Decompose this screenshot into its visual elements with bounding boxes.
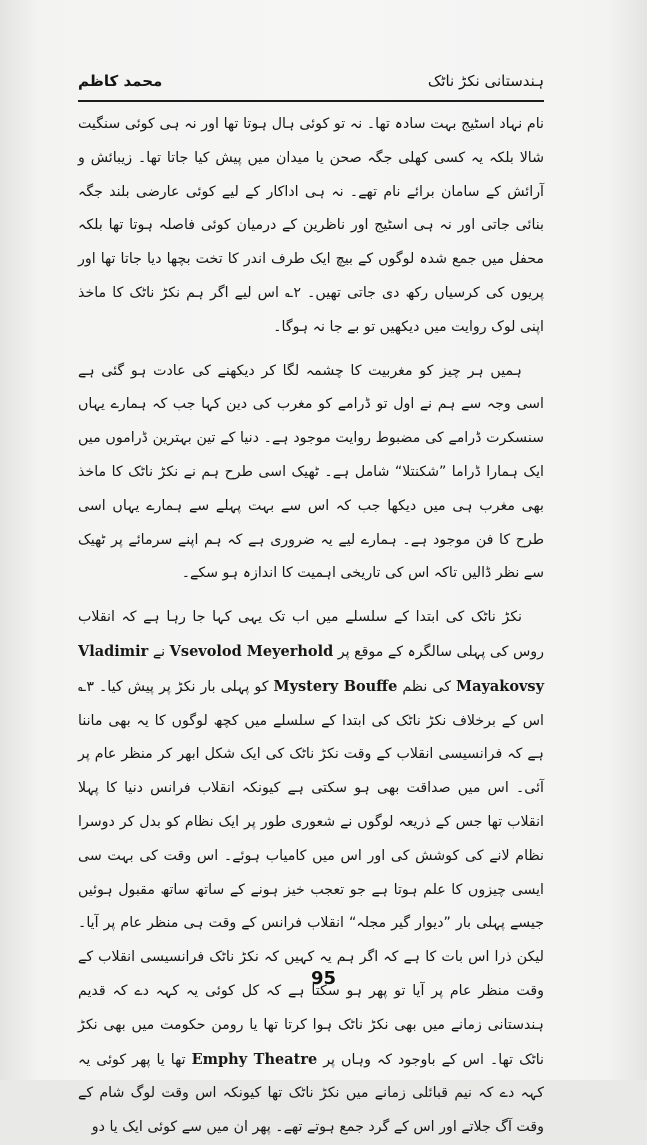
paragraph-3-body: کو پہلی بار نکڑ پر پیش کیا۔ ۳؎ اس کے برخلاف نکڑ ناٹک کی ابتدا کے سلسلے میں کچھ لوگوں کا یہ بھی ماننا ہے کہ فرانسیسی انقلاب کے وقت نکڑ ناٹک کی ایک شکل ابھر کر منظر عام پر آئی۔ اس میں صداقت بھی ہو سکتی ہے کیونکہ انقلاب فرانس دنیا کا پہلا انقلاب تھا جس کے ذریعہ لوگوں نے شعوری طور پر ایک نظام کو بدل کر دوسرا نظام لانے کی کوشش کی اور اس میں کامیاب ہوئے۔ اس وقت کی بہت سی ایسی چیزوں کا علم ہوتا ہے جو تعجب خیز ہونے کے ساتھ ساتھ مقبول ہوئیں جیسے پہلی بار ”دیوار گیر مجلہ“ انقلاب فرانس کے وقت ہی منظر عام پر آیا۔ لیکن ذرا اس بات کا ہے کہ اگر ہم یہ کہیں کہ نکڑ ناٹک فرانسیسی انقلاب کے وقت منظر عام پر آیا تو پھر ہو سکتا ہے کہ کل کوئی یہ کہہ دے کہ قدیم ہندستانی زمانے میں بھی نکڑ ناٹک ہوا کرتا تھا یا رومن حکومت میں بھی نکڑ ناٹک تھا۔ اس کے باوجود کہ وہاں پر <box>78 678 545 1068</box>
header-book-title: ہندستانی نکڑ ناٹک <box>427 72 544 90</box>
paragraph-2: ہمیں ہر چیز کو مغربیت کا چشمہ لگا کر دیکھنے کی عادت ہو گئی ہے اسی وجہ سے ہم نے اول تو ڈرامے کو مغرب کی دین کہا جب کہ ہمارے یہاں سنسکرت ڈرامے کی مضبوط روایت موجود ہے۔ دنیا کے تین بہترین ڈراموں میں ایک ہمارا ڈراما ”شکنتلا“ شامل ہے۔ ٹھیک اسی طرح ہم نے نکڑ ناٹک کا ماخذ بھی مغرب ہی میں دیکھا جب کہ اس سے بہت پہلے سے ہمارے یہاں اسی طرح کا فن موجود ہے۔ ہمارے لیے یہ ضروری ہے کہ ہم اپنے سرمائے پر ٹھیک سے نظر ڈالیں تاکہ اس کی تاریخی اہمیت کا اندازہ ہو سکے۔ <box>78 362 544 582</box>
header-author: محمد کاظم <box>78 72 163 90</box>
paragraph-3 <box>78 601 544 1145</box>
term-emphy-theatre: Emphy Theatre <box>191 1050 318 1068</box>
connector-ki-nazm: کی نظم <box>402 678 451 695</box>
connector-ne: نے <box>152 643 166 660</box>
header-divider <box>78 100 544 102</box>
running-header <box>78 64 544 94</box>
name-vladimir-mayakovsy: Vladimir Mayakovsy <box>78 642 545 695</box>
title-mystery-bouffe: Mystery Bouffe <box>273 677 398 695</box>
paragraph-1: نام نہاد اسٹیج بہت سادہ تھا۔ نہ تو کوئی ہال ہوتا تھا اور نہ ہی کوئی سنگیت شالا بلکہ یہ کسی کھلی جگہ صحن یا میدان میں پیش کیا جاتا تھا۔ زیبائش و آرائش کے سامان برائے نام تھے۔ نہ ہی اداکار کے لیے کوئی عارضی بلند جگہ بنائی جاتی اور نہ ہی اسٹیج اور ناظرین کے درمیان کوئی فاصلہ ہوتا تھا بلکہ محفل میں جمع شدہ لوگوں کے بیچ ایک طرف اندر کا تخت بچھا دیا جاتا تھا اور پریوں کی کرسیاں رکھ دی جاتی تھیں۔ ۲؎ اس لیے اگر ہم نکڑ ناٹک کا ماخذ اپنی لوک روایت میں دیکھیں تو بے جا نہ ہوگا۔ <box>78 116 544 335</box>
name-vsevolod-meyerhold: Vsevolod Meyerhold <box>169 642 334 660</box>
paragraph-3-end: تھا یا پھر کوئی یہ کہہ دے کہ نیم قبائلی زمانے میں نکڑ ناٹک تھا کیونکہ اس وقت لوگ شام کے وقت آگ جلاتے اور اس کے گرد جمع ہوتے تھے۔ پھر ان میں سے کوئی ایک یا دو <box>78 1051 544 1136</box>
page-number: 95 <box>310 968 337 989</box>
page-body <box>78 108 544 1145</box>
paragraph-3-intro: نکڑ ناٹک کی ابتدا کے سلسلے میں اب تک یہی کہا جا رہا ہے کہ انقلاب روس کی پہلی سالگرہ کے موقع پر <box>78 609 545 660</box>
